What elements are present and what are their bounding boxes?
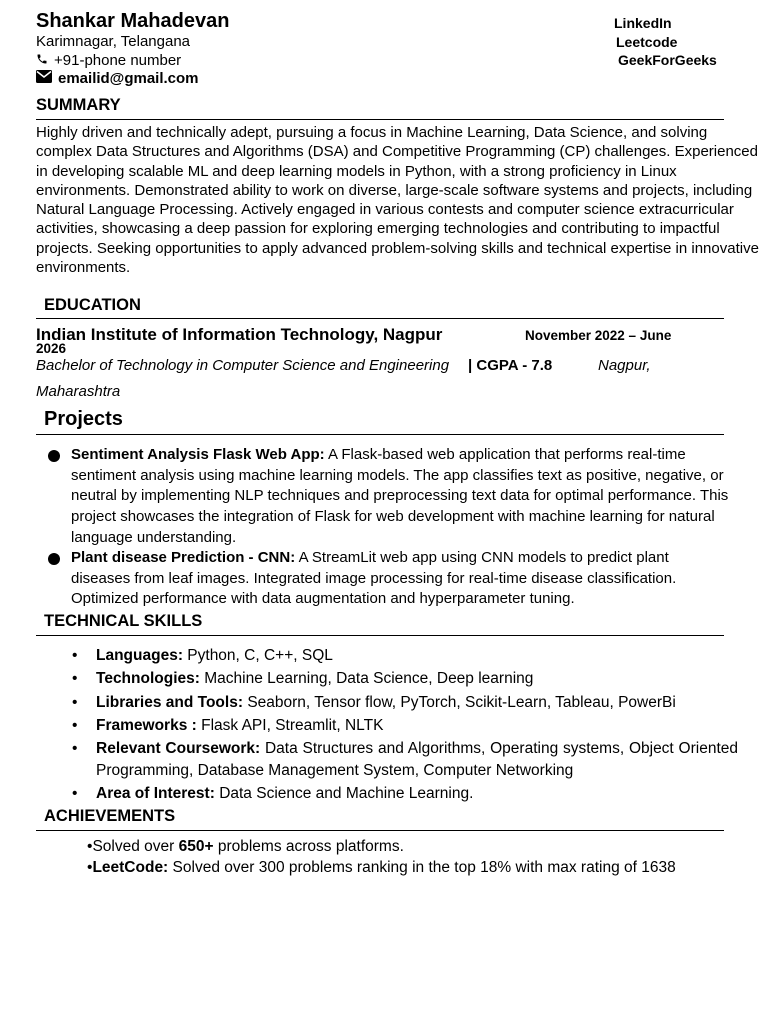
education-dates: November 2022 – June (525, 328, 672, 343)
education-dates-end: 2026 (36, 341, 67, 356)
linkedin-link[interactable]: LinkedIn (614, 15, 672, 31)
email-line (36, 70, 199, 87)
skill-value: Data Science and Machine Learning. (219, 784, 474, 802)
skill-value: Machine Learning, Data Science, Deep learning (204, 670, 534, 688)
skill-label: Relevant Coursework: (96, 740, 261, 758)
achievement-item (87, 838, 404, 856)
achievement-label: LeetCode: (92, 859, 169, 876)
skill-label: Libraries and Tools: (96, 693, 243, 711)
achievement-item (87, 859, 676, 877)
summary-text: Highly driven and technically adept, pursuing a focus in Machine Learning, Data Science, and solving complex Data Structures and Algorithms (DSA) and Competitive Programming (CP) challenges. Experienced in developing scalable ML and deep learning models in Python, with a strong proficiency in Linux environments. Demonstrated ability to work on diverse, large-scale software systems and projects, including Natural Language Processing. Actively engaged in various contests and computer science extracurricular activities, showcasing a deep passion for exploring emerging technologies and contributing to impactful projects. Seeking opportunities to apply advanced problem-solving skills and technical expertise in innovative environments. (36, 124, 759, 277)
bullet-icon: • (87, 838, 93, 855)
bullet-icon: • (72, 716, 78, 734)
project-item (71, 548, 731, 610)
achievement-text: problems across platforms. (217, 838, 404, 855)
skill-label: Languages: (96, 647, 183, 664)
skill-label: Area of Interest: (96, 784, 215, 802)
skill-item (72, 645, 738, 667)
skill-value: Data Structures and Algorithms, Operating systems, Object Oriented Programming, Database Management System, Computer Networking (96, 740, 738, 779)
summary-heading: SUMMARY (36, 96, 121, 114)
skill-label: Frameworks : (96, 716, 197, 734)
project-description: A Flask-based web application that performs real-time sentiment analysis using machine learning models. The app classifies text as positive, negative, or neutral by implementing NLP techniques and preprocessing text data for optimal performance. This project showcases the integration of Flask for web development with machine learning for natural language understanding. (71, 446, 729, 546)
bullet-icon (48, 553, 60, 565)
skills-divider (36, 635, 724, 636)
envelope-icon (36, 70, 52, 87)
projects-divider (36, 434, 724, 435)
school-name: Indian Institute of Information Technology, Nagpur (36, 325, 443, 344)
skill-value: Python, C, C++, SQL (187, 647, 333, 664)
bullet-icon: • (87, 859, 93, 876)
bullet-icon: • (72, 670, 78, 688)
skill-item (72, 668, 738, 690)
candidate-name: Shankar Mahadevan (36, 10, 230, 32)
achievement-count: 650+ (178, 838, 214, 855)
geeksforgeeks-link[interactable]: GeekForGeeks (618, 52, 717, 68)
education-divider (36, 318, 724, 319)
achievement-text: Solved over (92, 838, 175, 855)
skill-item (72, 738, 738, 781)
location: Karimnagar, Telangana (36, 33, 190, 50)
skills-list (72, 645, 738, 806)
skill-item (72, 692, 738, 714)
project-description: A StreamLit web app using CNN models to predict plant diseases from leaf images. Integrated image processing for real-time disease classification. Optimized performance with data augmentation and hyperparameter tuning. (71, 549, 677, 608)
skill-value: Flask API, Streamlit, NLTK (201, 716, 384, 734)
skill-item (72, 715, 738, 737)
bullet-icon: • (72, 647, 78, 664)
skills-heading: TECHNICAL SKILLS (44, 612, 203, 630)
skill-item (72, 783, 738, 805)
achievement-text: Solved over 300 problems ranking in the top 18% with max rating of 1638 (172, 859, 676, 876)
school-city: Nagpur, (598, 357, 651, 374)
skill-value: Seaborn, Tensor flow, PyTorch, Scikit-Learn, Tableau, PowerBi (247, 693, 676, 711)
achievements-heading: ACHIEVEMENTS (44, 807, 176, 825)
phone-icon (36, 52, 48, 69)
summary-divider (36, 119, 724, 120)
bullet-icon: • (72, 740, 78, 758)
projects-heading: Projects (44, 408, 123, 430)
school-state: Maharashtra (36, 383, 121, 400)
phone-number: +91-phone number (54, 52, 182, 69)
phone-line (36, 52, 181, 69)
project-name: Sentiment Analysis Flask Web App: (71, 446, 325, 463)
email-address[interactable]: emailid@gmail.com (58, 70, 199, 87)
degree: Bachelor of Technology in Computer Science and Engineering (36, 357, 450, 374)
bullet-icon (48, 450, 60, 462)
cgpa: | CGPA - 7.8 (468, 357, 553, 374)
bullet-icon: • (72, 784, 78, 802)
leetcode-link[interactable]: Leetcode (616, 34, 678, 50)
project-item (71, 445, 731, 549)
project-name: Plant disease Prediction - CNN: (71, 549, 296, 566)
bullet-icon: • (72, 693, 78, 711)
education-heading: EDUCATION (44, 296, 141, 314)
achievements-divider (36, 830, 724, 831)
skill-label: Technologies: (96, 670, 200, 688)
